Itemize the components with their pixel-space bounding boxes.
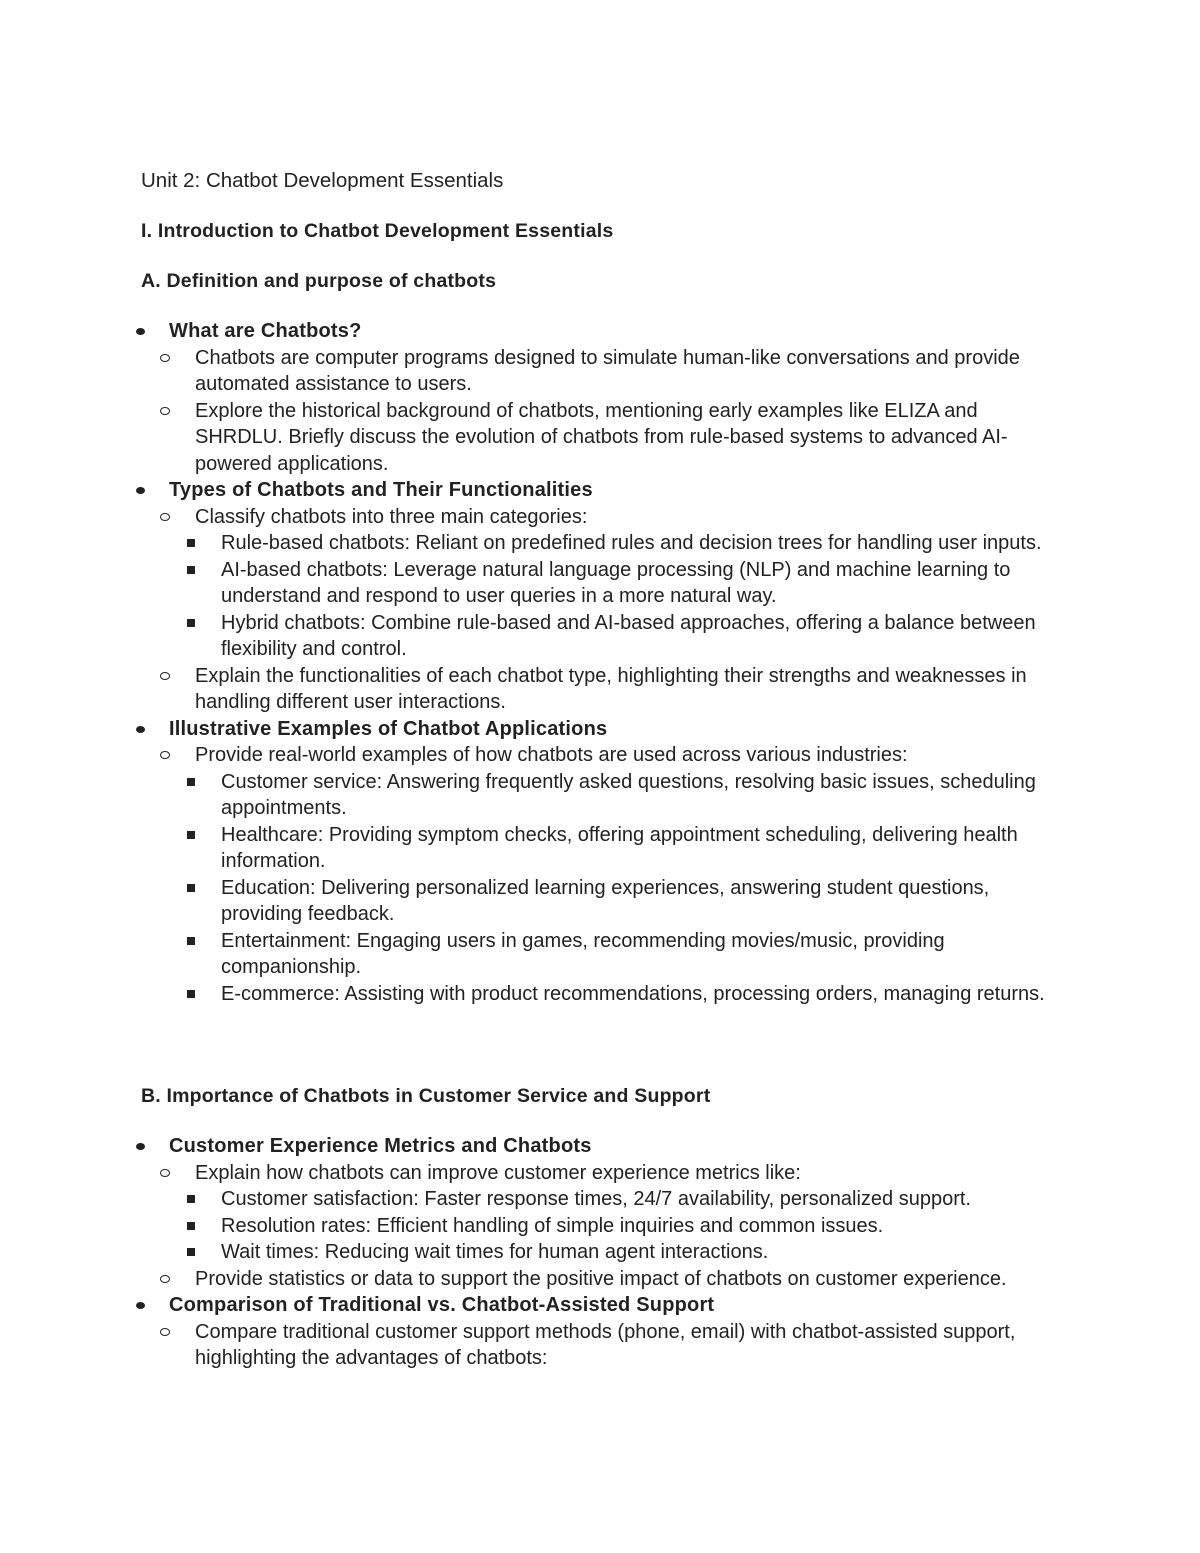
list-item <box>0 1186 1200 1213</box>
heading-section-a: A. Definition and purpose of chatbots <box>141 270 497 292</box>
list-item-text: Wait times: Reducing wait times for human agent interactions. <box>221 1241 769 1263</box>
list-item <box>0 477 1200 504</box>
list-item-text: Education: Delivering personalized learning experiences, answering student questions, providing feedback. <box>221 876 990 925</box>
list-item <box>0 875 1200 928</box>
list-item <box>0 663 1200 716</box>
list-item <box>0 610 1200 663</box>
list-item <box>0 1160 1200 1187</box>
bullet-square-icon <box>187 1248 195 1256</box>
list-item <box>0 1266 1200 1293</box>
list-item-text: Explore the historical background of chatbots, mentioning early examples like ELIZA and SHRDLU. Briefly discuss the evolution of chatbots from rule-based systems to advanced AI-powered applications. <box>195 399 1008 475</box>
bullet-circle-icon <box>160 1169 170 1177</box>
bullet-square-icon <box>187 778 195 786</box>
bullet-square-icon <box>187 539 195 547</box>
bullet-square-icon <box>187 937 195 945</box>
list-item-text: Compare traditional customer support methods (phone, email) with chatbot-assisted support, highlighting the advantages of chatbots: <box>195 1320 1016 1369</box>
list-item <box>0 557 1200 610</box>
list-item <box>0 822 1200 875</box>
list-item-text: Types of Chatbots and Their Functionalities <box>169 479 593 501</box>
list-item-text: Rule-based chatbots: Reliant on predefined rules and decision trees for handling user inputs. <box>221 532 1042 554</box>
list-item-text: Healthcare: Providing symptom checks, offering appointment scheduling, delivering health information. <box>221 823 1018 872</box>
bullet-circle-icon <box>160 672 170 680</box>
bullet-circle-icon <box>160 513 170 521</box>
list-item-text: What are Chatbots? <box>169 320 362 342</box>
list-item <box>0 981 1200 1008</box>
section-b-list <box>0 1133 1200 1372</box>
bullet-circle-icon <box>160 1275 170 1283</box>
bullet-square-icon <box>187 566 195 574</box>
section-a-list <box>0 318 1200 1007</box>
list-item-text: Entertainment: Engaging users in games, recommending movies/music, providing companionship. <box>221 929 945 978</box>
list-item <box>0 1239 1200 1266</box>
heading-section-b: B. Importance of Chatbots in Customer Service and Support <box>141 1085 711 1107</box>
list-item-text: Provide real-world examples of how chatbots are used across various industries: <box>195 744 908 766</box>
list-item-text: Explain the functionalities of each chatbot type, highlighting their strengths and weaknesses in handling different user interactions. <box>195 664 1027 713</box>
list-item-text: Customer Experience Metrics and Chatbots <box>169 1135 592 1157</box>
list-item <box>0 1213 1200 1240</box>
list-item-text: Illustrative Examples of Chatbot Applications <box>169 717 608 740</box>
list-item <box>0 1133 1200 1160</box>
heading-introduction: I. Introduction to Chatbot Development Essentials <box>141 220 614 242</box>
list-item <box>0 1319 1200 1372</box>
list-item-text: Customer satisfaction: Faster response times, 24/7 availability, personalized support. <box>221 1188 971 1210</box>
list-item <box>0 318 1200 345</box>
list-item <box>0 742 1200 769</box>
list-item <box>0 716 1200 743</box>
bullet-disc-icon <box>136 487 145 494</box>
list-item <box>0 769 1200 822</box>
bullet-circle-icon <box>160 407 170 415</box>
list-item-text: Explain how chatbots can improve customer experience metrics like: <box>195 1161 801 1184</box>
list-item <box>0 398 1200 478</box>
list-item <box>0 530 1200 557</box>
document-title: Unit 2: Chatbot Development Essentials <box>141 169 504 192</box>
bullet-disc-icon <box>136 726 145 733</box>
list-item <box>0 928 1200 981</box>
list-item <box>0 504 1200 531</box>
list-item-text: Chatbots are computer programs designed to simulate human-like conversations and provide automated assistance to users. <box>195 346 1020 395</box>
bullet-circle-icon <box>160 354 170 362</box>
list-item <box>0 1292 1200 1319</box>
list-item-text: Provide statistics or data to support the positive impact of chatbots on customer experience. <box>195 1267 1007 1290</box>
list-item-text: AI-based chatbots: Leverage natural language processing (NLP) and machine learning to understand and respond to user queries in a more natural way. <box>221 558 1011 607</box>
list-item-text: Hybrid chatbots: Combine rule-based and AI-based approaches, offering a balance between flexibility and control. <box>221 611 1036 660</box>
bullet-square-icon <box>187 831 195 839</box>
bullet-square-icon <box>187 619 195 627</box>
list-item <box>0 345 1200 398</box>
list-item-text: Customer service: Answering frequently asked questions, resolving basic issues, scheduling appointments. <box>221 770 1036 819</box>
bullet-disc-icon <box>136 1143 145 1150</box>
bullet-circle-icon <box>160 1328 170 1336</box>
bullet-square-icon <box>187 884 195 892</box>
list-item-text: Classify chatbots into three main categories: <box>195 505 588 528</box>
bullet-disc-icon <box>136 1302 145 1309</box>
list-item-text: Comparison of Traditional vs. Chatbot-Assisted Support <box>169 1294 715 1316</box>
bullet-square-icon <box>187 990 195 998</box>
list-item-text: Resolution rates: Efficient handling of simple inquiries and common issues. <box>221 1214 884 1237</box>
bullet-circle-icon <box>160 751 170 759</box>
bullet-disc-icon <box>136 328 145 335</box>
bullet-square-icon <box>187 1222 195 1230</box>
list-item-text: E-commerce: Assisting with product recommendations, processing orders, managing returns. <box>221 982 1045 1005</box>
bullet-square-icon <box>187 1195 195 1203</box>
